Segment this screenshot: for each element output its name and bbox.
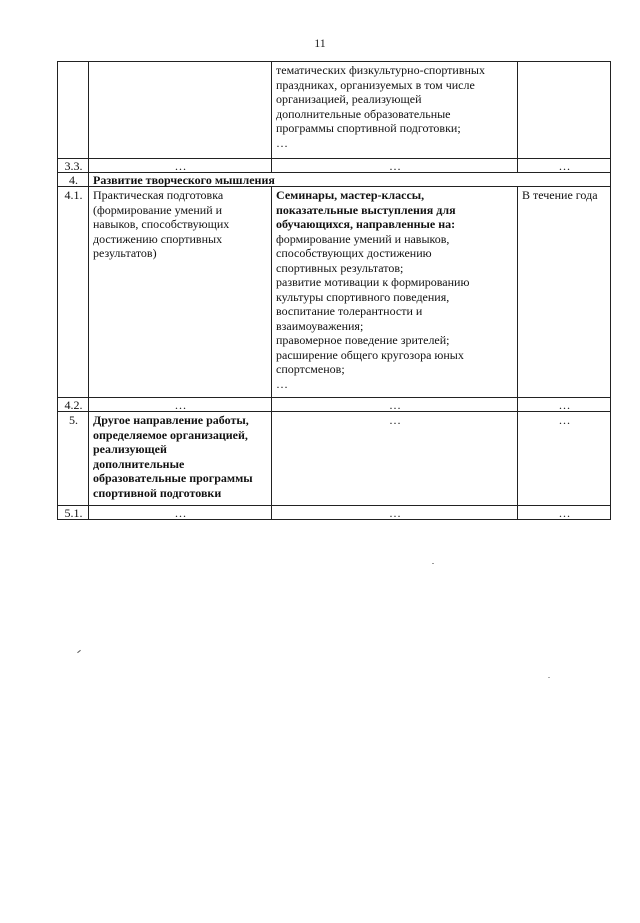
event-content-cell [272, 62, 518, 159]
term-cell: … [518, 412, 611, 506]
row-number-cell: 5.1. [58, 506, 89, 520]
event-name-cell: … [89, 398, 272, 412]
scan-mark [548, 677, 550, 678]
event-name-cell [89, 62, 272, 159]
content-line: спортивных результатов; [276, 260, 404, 275]
name-line: Практическая подготовка [93, 188, 224, 202]
content-line: праздниках, организуемых в том числе [276, 77, 475, 92]
event-name-cell: … [89, 506, 272, 520]
term-cell: … [518, 398, 611, 412]
row-number-cell: 4.2. [58, 398, 89, 412]
content-line: дополнительные образовательные [276, 106, 451, 121]
section-title: Развитие творческого мышления [89, 173, 611, 187]
table-row [58, 398, 611, 412]
event-content-cell: … [272, 398, 518, 412]
row-number-cell: 5. [58, 412, 89, 506]
name-line: определяемое организацией, [93, 427, 248, 442]
name-line: образовательные программы [93, 471, 253, 485]
name-line: (формирование умений и [93, 202, 223, 217]
content-line: способствующих достижению [276, 246, 432, 260]
term-cell: В течение года [518, 187, 611, 398]
name-line: результатов) [93, 246, 157, 260]
table-row [58, 412, 611, 506]
name-line: достижению спортивных [93, 231, 223, 246]
content-line: формирование умений и навыков, [276, 231, 450, 246]
event-name-cell: … [89, 159, 272, 173]
row-number-cell: 4.1. [58, 187, 89, 398]
term-cell [518, 62, 611, 159]
row-number-cell: 4. [58, 173, 89, 187]
content-heading-line: показательные выступления для [276, 202, 456, 217]
term-cell: … [518, 159, 611, 173]
table-row [58, 187, 611, 398]
event-name-cell [89, 187, 272, 398]
events-plan-table [57, 61, 611, 520]
content-line: спортсменов; [276, 362, 345, 376]
event-content-cell: … [272, 159, 518, 173]
content-line: … [276, 376, 288, 391]
name-line: дополнительные [93, 456, 185, 471]
term-cell: … [518, 506, 611, 520]
name-line: реализующей [93, 442, 167, 456]
content-heading-line: обучающихся, направленные на: [276, 217, 456, 231]
content-line: тематических физкультурно-спортивных [276, 63, 485, 77]
scan-mark [432, 563, 434, 564]
content-line: правомерное поведение зрителей; [276, 333, 450, 347]
content-line: развитие мотивации к формированию [276, 275, 470, 289]
content-heading-line: Семинары, мастер-классы, [276, 188, 425, 202]
page-number: 11 [314, 36, 326, 50]
name-line: спортивной подготовки [93, 485, 222, 500]
content-line: расширение общего кругозора юных [276, 347, 464, 362]
name-line: Другое направление работы, [93, 413, 249, 427]
scan-mark [77, 650, 81, 653]
row-number-cell [58, 62, 89, 159]
content-line: культуры спортивного поведения, [276, 289, 450, 304]
table-row [58, 62, 611, 159]
content-line: … [276, 135, 288, 150]
content-line: взаимоуважения; [276, 318, 364, 333]
content-line: организацией, реализующей [276, 92, 422, 106]
event-content-cell [272, 187, 518, 398]
row-number-cell: 3.3. [58, 159, 89, 173]
event-content-cell: … [272, 412, 518, 506]
name-line: навыков, способствующих [93, 217, 230, 231]
event-name-cell [89, 412, 272, 506]
content-line: воспитание толерантности и [276, 304, 423, 318]
section-row [58, 173, 611, 187]
event-content-cell: … [272, 506, 518, 520]
table-row [58, 159, 611, 173]
content-line: программы спортивной подготовки; [276, 121, 461, 135]
table-row [58, 506, 611, 520]
